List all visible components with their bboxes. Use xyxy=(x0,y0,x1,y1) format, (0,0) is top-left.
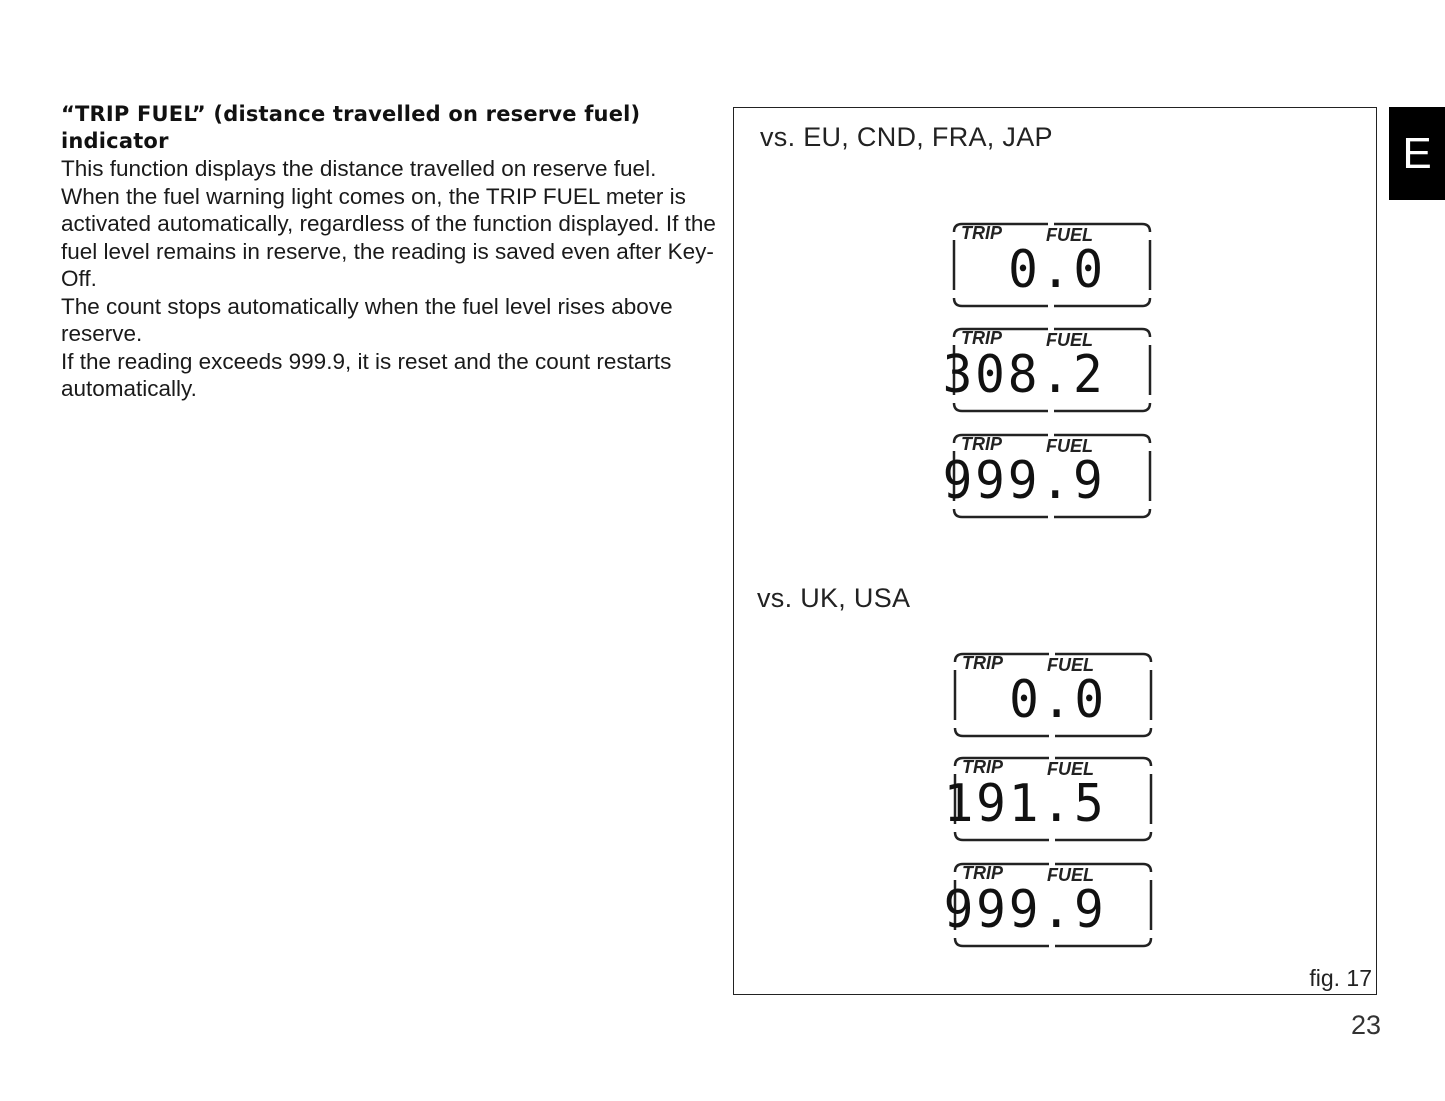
heading-line-1: “TRIP FUEL” (distance travelled on reserve fuel) xyxy=(61,102,641,126)
lcd-display xyxy=(944,754,1155,844)
lcd-reading: 0.0 xyxy=(1009,670,1107,730)
trip-label: TRIP xyxy=(962,863,1004,883)
fuel-label: FUEL xyxy=(1046,225,1093,245)
group-label-uk: vs. UK, USA xyxy=(757,583,911,613)
trip-label: TRIP xyxy=(961,434,1003,454)
paragraph-3: If the reading exceeds 999.9, it is reset and the count restarts automatically. xyxy=(61,348,672,401)
paragraph-2: The count stops automatically when the fuel level rises above reserve. xyxy=(61,293,673,346)
body-text xyxy=(61,155,721,403)
fuel-label: FUEL xyxy=(1046,330,1093,350)
fuel-label: FUEL xyxy=(1047,759,1094,779)
trip-label: TRIP xyxy=(961,223,1003,243)
lcd-display xyxy=(943,431,1154,521)
lcd-display xyxy=(944,860,1155,950)
group-label-eu: vs. EU, CND, FRA, JAP xyxy=(760,122,1053,152)
lcd-reading: 999.9 xyxy=(944,880,1107,940)
section-tab: E xyxy=(1389,107,1445,200)
trip-label: TRIP xyxy=(962,757,1004,777)
lcd-reading: 0.0 xyxy=(1008,240,1106,300)
figure-caption: fig. 17 xyxy=(1309,965,1372,991)
lcd-display xyxy=(943,325,1154,415)
section-heading xyxy=(61,101,721,155)
fuel-label: FUEL xyxy=(1047,865,1094,885)
fuel-label: FUEL xyxy=(1046,436,1093,456)
paragraph-1: This function displays the distance travelled on reserve fuel. When the fuel warning light comes on, the TRIP FUEL meter is activated automatically, regardless of the function displayed. If the fuel level remains in reserve, the reading is saved even after Key-Off. xyxy=(61,156,716,291)
lcd-reading: 308.2 xyxy=(943,345,1106,405)
heading-line-2: indicator xyxy=(61,129,169,153)
trip-label: TRIP xyxy=(961,328,1003,348)
lcd-reading: 191.5 xyxy=(944,774,1107,834)
trip-label: TRIP xyxy=(962,653,1004,673)
lcd-display xyxy=(951,650,1155,740)
lcd-display xyxy=(950,220,1154,310)
fuel-label: FUEL xyxy=(1047,655,1094,675)
lcd-reading: 999.9 xyxy=(943,451,1106,511)
text-column xyxy=(61,101,721,403)
page-number: 23 xyxy=(1351,1010,1382,1040)
figure-box xyxy=(733,107,1377,995)
